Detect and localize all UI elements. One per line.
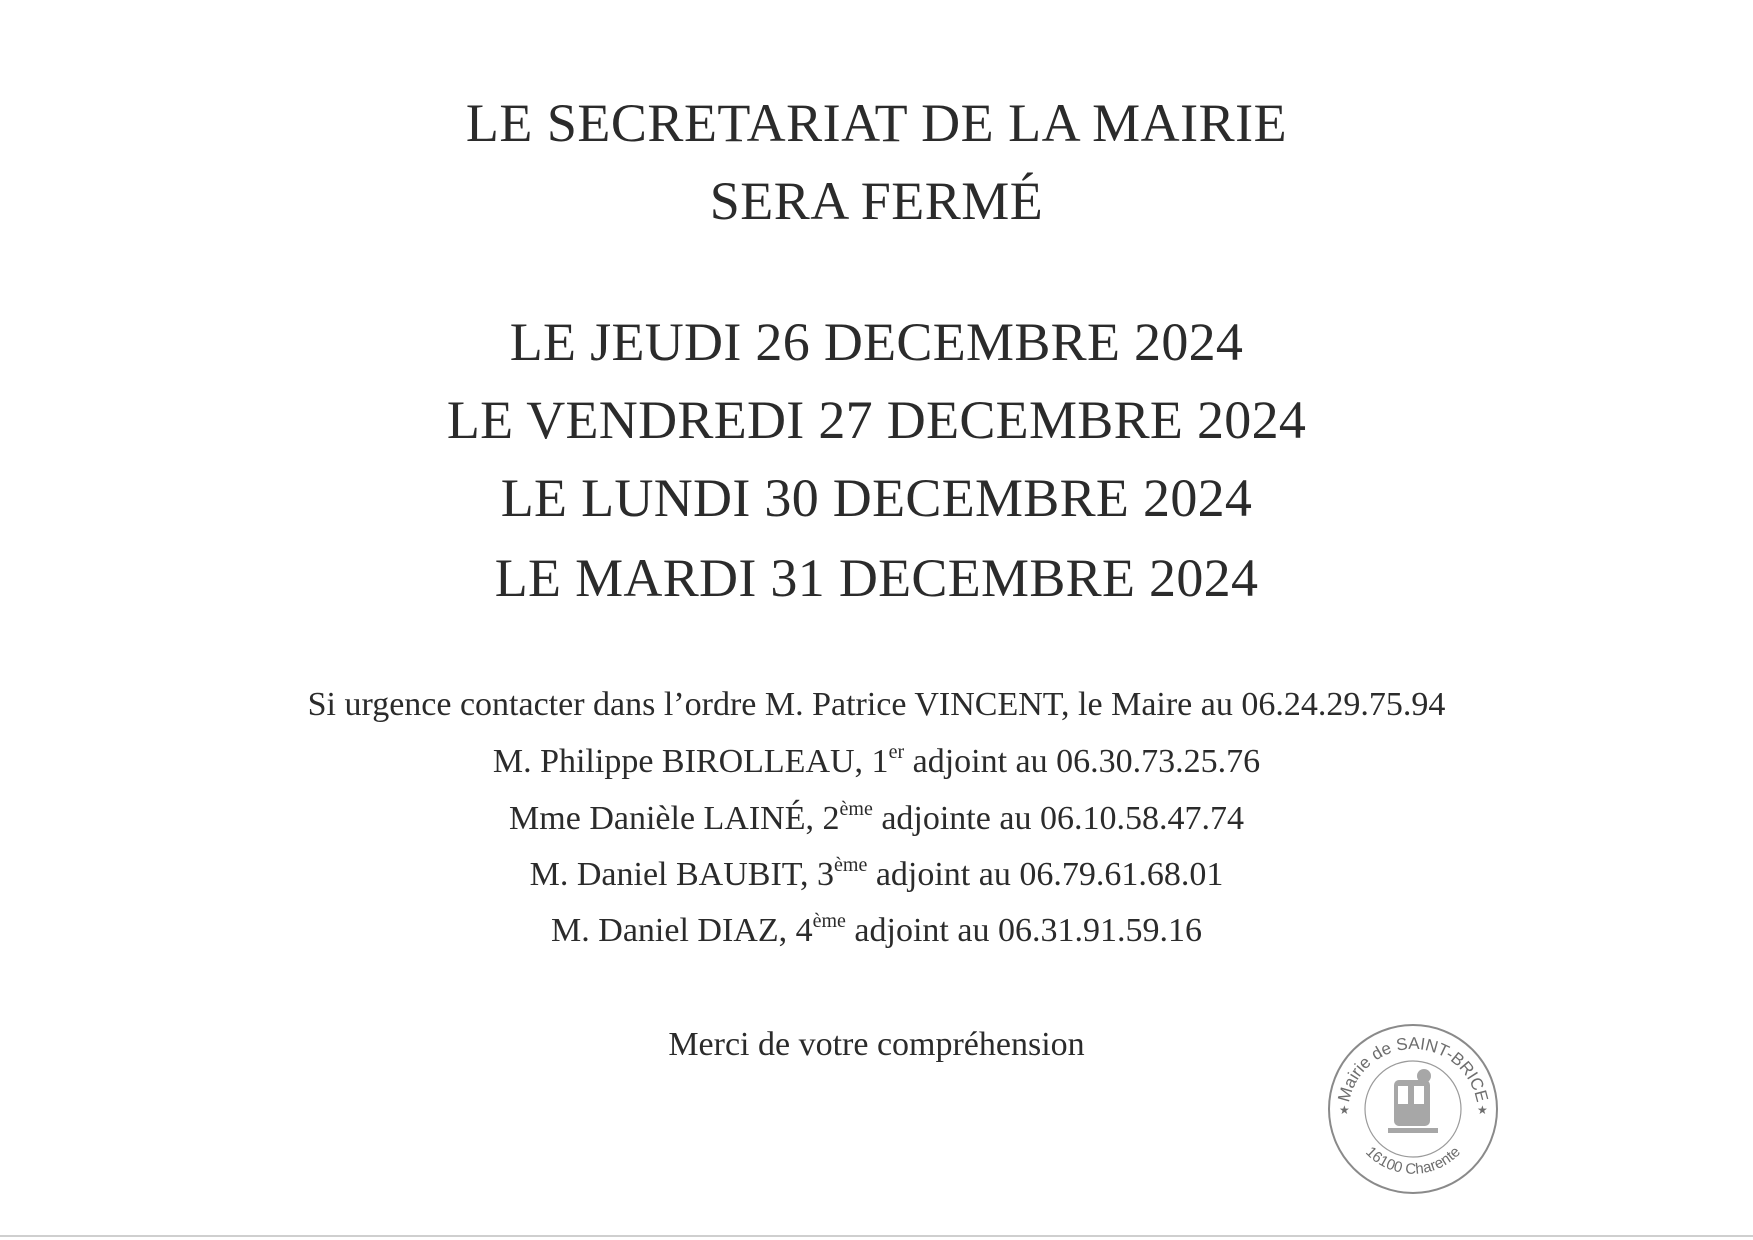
urgent-contact-intro: Si urgence contacter dans l’ordre M. Patrice VINCENT, le Maire au 06.24.29.75.94 xyxy=(307,686,1446,723)
ordinal-suffix: ème xyxy=(834,854,868,876)
contact-name: M. Philippe BIROLLEAU, 1 xyxy=(492,743,889,780)
closing-message: Merci de votre compréhension xyxy=(668,1026,1085,1063)
contact-role-phone: adjoint au 06.79.61.68.01 xyxy=(867,856,1224,893)
contact-name: M. Daniel BAUBIT, 3 xyxy=(529,856,835,893)
contact-line xyxy=(0,743,1753,781)
contact-role-phone: adjoint au 06.31.91.59.16 xyxy=(845,912,1202,949)
stamp-top-text: Mairie de SAINT-BRICE xyxy=(1334,1033,1492,1104)
contact-name: Mme Danièle LAINÉ, 2 xyxy=(509,800,840,837)
contact-line xyxy=(0,856,1753,894)
coat-of-arms-icon xyxy=(1388,1069,1438,1133)
ordinal-suffix: er xyxy=(888,741,905,763)
town-hall-stamp xyxy=(1326,1022,1500,1196)
closure-date-2: LE VENDREDI 27 DECEMBRE 2024 xyxy=(446,390,1307,450)
contact-name: M. Daniel DIAZ, 4 xyxy=(551,912,813,949)
ordinal-suffix: ème xyxy=(812,910,846,932)
contact-line xyxy=(0,912,1753,950)
contact-role-phone: adjointe au 06.10.58.47.74 xyxy=(872,800,1244,837)
page-bottom-rule xyxy=(0,1235,1753,1237)
star-icon: ★ xyxy=(1339,1103,1350,1117)
star-icon: ★ xyxy=(1477,1103,1488,1117)
ordinal-suffix: ème xyxy=(839,798,873,820)
notice-title: LE SECRETARIAT DE LA MAIRIE xyxy=(465,93,1288,153)
contact-role-phone: adjoint au 06.30.73.25.76 xyxy=(904,743,1261,780)
closure-date-4: LE MARDI 31 DECEMBRE 2024 xyxy=(494,548,1259,608)
stamp-bottom-text: 16100 Charente xyxy=(1362,1143,1464,1178)
contact-line xyxy=(0,800,1753,838)
notice-subtitle: SERA FERMÉ xyxy=(709,171,1044,231)
closure-date-3: LE LUNDI 30 DECEMBRE 2024 xyxy=(500,468,1253,528)
closure-date-1: LE JEUDI 26 DECEMBRE 2024 xyxy=(509,312,1244,372)
